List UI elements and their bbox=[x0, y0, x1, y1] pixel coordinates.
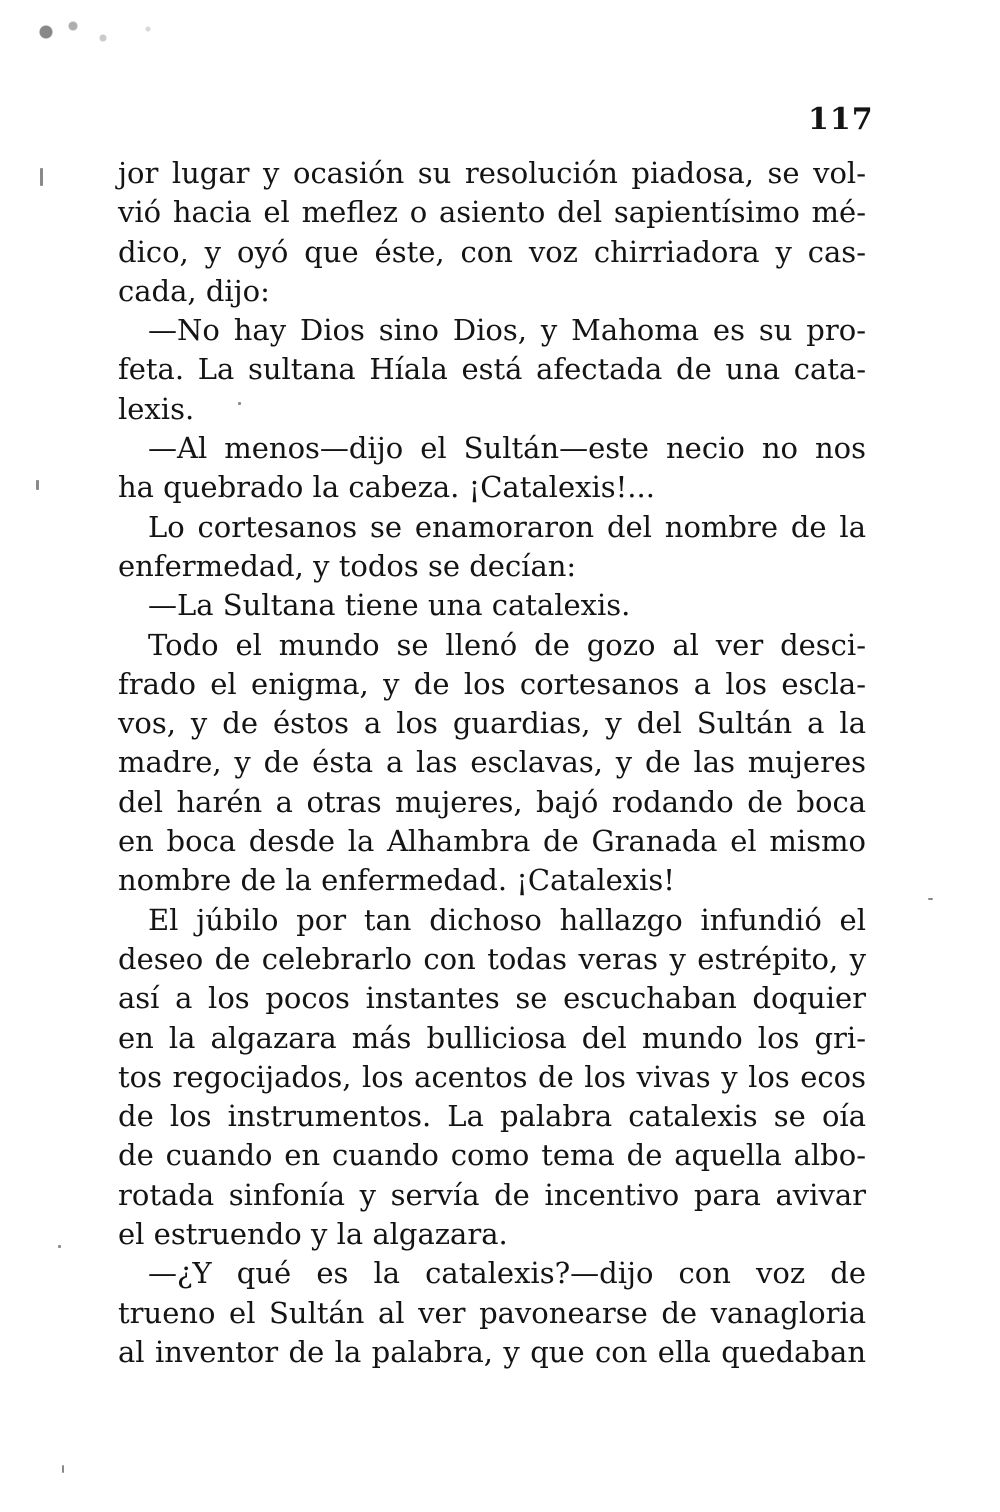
text-line: lexis. bbox=[118, 391, 195, 426]
text-line: dico, y oyó que éste, con voz chirriadora y cas- bbox=[118, 234, 866, 269]
text-line: madre, y de ésta a las esclavas, y de las mujeres bbox=[118, 745, 866, 780]
text-line: —Al menos—dijo el Sultán—este necio no nos bbox=[148, 431, 866, 466]
text-line: frado el enigma, y de los cortesanos a los escla- bbox=[118, 666, 866, 701]
text-line: de cuando en cuando como tema de aquella albo- bbox=[118, 1138, 866, 1173]
scan-speck bbox=[40, 168, 43, 186]
text-line: Lo cortesanos se enamoraron del nombre de la bbox=[148, 509, 866, 544]
text-line: —La Sultana tiene una catalexis. bbox=[148, 588, 631, 623]
page-number: 117 bbox=[808, 102, 874, 137]
body-text bbox=[118, 154, 866, 1372]
scan-speck bbox=[36, 480, 39, 490]
text-line: así a los pocos instantes se escuchaban doquier bbox=[118, 981, 866, 1016]
scan-speck bbox=[58, 1245, 61, 1248]
text-line: tos regocijados, los acentos de los vivas y los ecos bbox=[118, 1059, 866, 1094]
text-line: del harén a otras mujeres, bajó rodando de boca bbox=[118, 784, 866, 819]
text-line: de los instrumentos. La palabra catalexis se oía bbox=[118, 1099, 866, 1134]
text-line: nombre de la enfermedad. ¡Catalexis! bbox=[118, 863, 675, 898]
text-line: enfermedad, y todos se decían: bbox=[118, 548, 577, 583]
text-line: —No hay Dios sino Dios, y Mahoma es su pro- bbox=[148, 313, 866, 348]
text-line: en boca desde la Alhambra de Granada el mismo bbox=[118, 824, 866, 859]
text-line: trueno el Sultán al ver pavonearse de vanagloria bbox=[118, 1295, 866, 1330]
scan-speck bbox=[62, 1465, 64, 1473]
text-line: al inventor de la palabra, y que con ella quedaban bbox=[118, 1334, 866, 1369]
text-line: en la algazara más bulliciosa del mundo los gri- bbox=[118, 1020, 866, 1055]
text-line: feta. La sultana Híala está afectada de una cata- bbox=[118, 352, 866, 387]
text-line: rotada sinfonía y servía de incentivo para avivar bbox=[118, 1177, 866, 1212]
text-line: vos, y de éstos a los guardias, y del Sultán a la bbox=[118, 706, 866, 741]
text-line: Todo el mundo se llenó de gozo al ver desci- bbox=[148, 627, 866, 662]
text-line: el estruendo y la algazara. bbox=[118, 1217, 508, 1252]
text-line: El júbilo por tan dichoso hallazgo infundió el bbox=[148, 902, 866, 937]
text-line: vió hacia el meflez o asiento del sapientísimo mé- bbox=[118, 195, 866, 230]
scan-speck bbox=[928, 898, 933, 900]
text-line: ha quebrado la cabeza. ¡Catalexis!... bbox=[118, 470, 655, 505]
text-line: jor lugar y ocasión su resolución piadosa, se vol- bbox=[118, 156, 866, 190]
text-line: deseo de celebrarlo con todas veras y estrépito, y bbox=[118, 941, 866, 976]
text-line: —¿Y qué es la catalexis?—dijo con voz de bbox=[148, 1256, 866, 1291]
text-line: cada, dijo: bbox=[118, 273, 270, 308]
scan-artifact bbox=[28, 14, 178, 74]
